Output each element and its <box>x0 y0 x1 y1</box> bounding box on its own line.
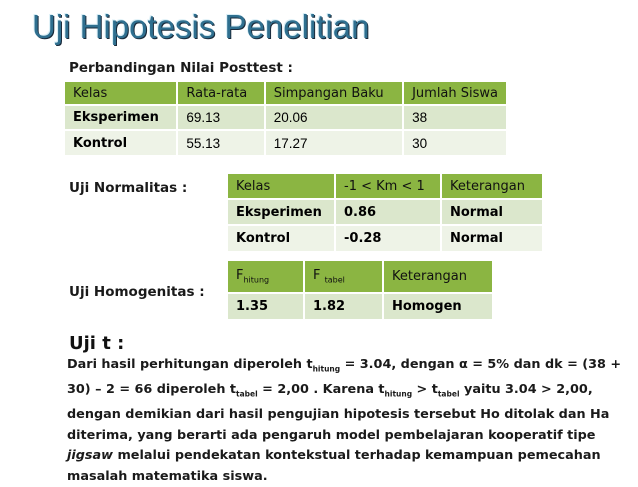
col-kelas-header: Kelas <box>65 82 177 105</box>
cell-rata: 55.13 <box>177 130 264 155</box>
col-jumlah-header: Jumlah Siswa <box>403 82 507 105</box>
cell-jumlah: 30 <box>403 130 507 155</box>
col-ftabel-header: F $_{tabel}$ <box>304 261 383 293</box>
normalitas-label: Uji Normalitas : <box>69 180 188 196</box>
cell-km: -0.28 <box>335 225 441 251</box>
table-row <box>65 130 507 155</box>
perbandingan-label: Perbandingan Nilai Posttest : <box>69 60 293 76</box>
normalitas-table <box>228 174 544 251</box>
cell-kelas: Kontrol <box>228 225 335 251</box>
table-row <box>228 293 493 319</box>
cell-kelas: Eksperimen <box>65 105 177 130</box>
cell-kelas: Eksperimen <box>228 199 335 225</box>
cell-simpangan: 20.06 <box>265 105 403 130</box>
col-rata-header: Rata-rata <box>177 82 264 105</box>
table-row <box>65 105 507 130</box>
homogenitas-label: Uji Homogenitas : <box>69 284 205 300</box>
uji-t-title: Uji t : <box>69 333 125 354</box>
cell-kelas: Kontrol <box>65 130 177 155</box>
table-row <box>228 199 543 225</box>
cell-simpangan: 17.27 <box>265 130 403 155</box>
cell-keterangan: Homogen <box>383 293 493 319</box>
perbandingan-table <box>65 82 508 155</box>
cell-ftabel: 1.82 <box>304 293 383 319</box>
cell-km: 0.86 <box>335 199 441 225</box>
homogenitas-table <box>228 261 494 319</box>
uji-t-paragraph: Dari hasil perhitungan diperoleh $t_{hitung} = 3.04$, dengan α = 5% dan dk = (38 + 30) – 2 = 66 diperoleh $t_{tabel} = 2,00$ . Karena $t_{hitung} > t_{tabel}$ yaitu 3.04 > 2,00, dengan demikian dari hasil pengujian hipotesis tersebut Ho ditolak dan Ha diterima, yang berarti ada pengaruh model pembelajaran kooperatif tipe jigsaw melalui pendekatan kontekstual terhadap kemampuan pemecahan masalah matematika siswa. <box>67 357 622 484</box>
col-fhitung-header: $F_{hitung}$ <box>228 261 304 293</box>
col-kelas-header: Kelas <box>228 174 335 199</box>
cell-rata: 69.13 <box>177 105 264 130</box>
col-keterangan-header: Keterangan <box>441 174 543 199</box>
col-simpangan-header: Simpangan Baku <box>265 82 403 105</box>
cell-keterangan: Normal <box>441 225 543 251</box>
col-keterangan-header: Keterangan <box>383 261 493 293</box>
table-row <box>228 225 543 251</box>
cell-fhitung: 1.35 <box>228 293 304 319</box>
cell-jumlah: 38 <box>403 105 507 130</box>
slide-title: Uji Hipotesis Penelitian <box>32 8 370 45</box>
col-km-header: -1 < Km < 1 <box>335 174 441 199</box>
cell-keterangan: Normal <box>441 199 543 225</box>
